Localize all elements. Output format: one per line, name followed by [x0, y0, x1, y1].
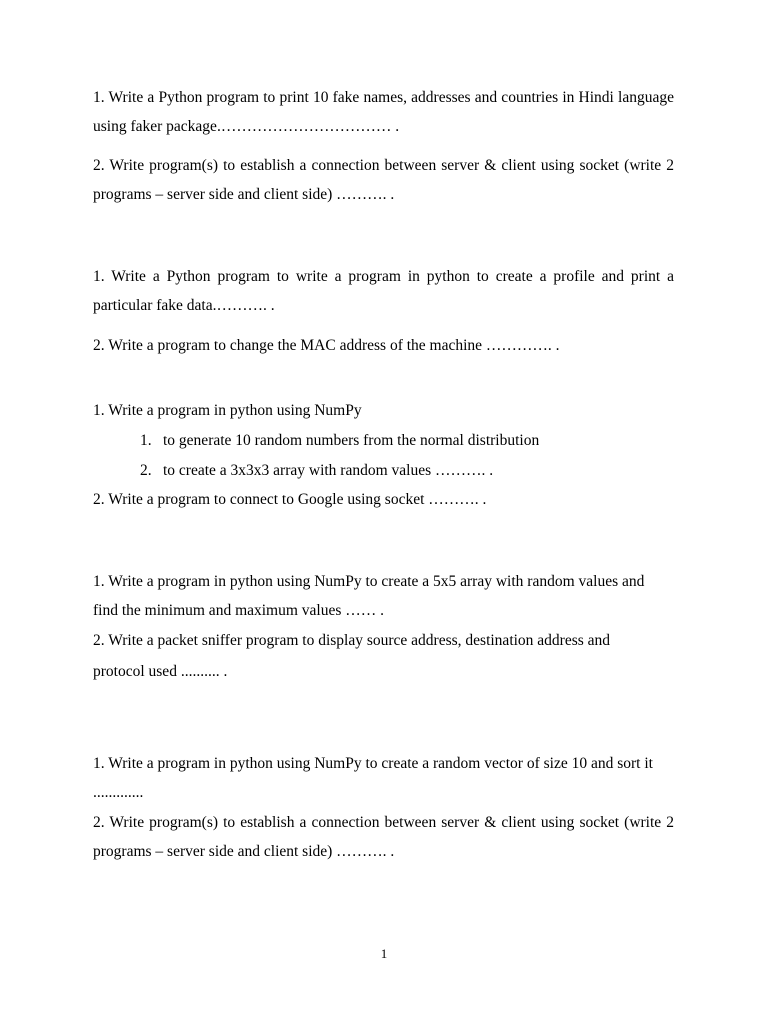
question-4-1: 1. Write a program in python using NumPy to create a 5x5 array with random values and find the minimum and maximum values …… . — [93, 573, 645, 619]
question-1-1: 1. Write a Python program to print 10 fake names, addresses and countries in Hindi language using faker package.…………………………… . — [93, 89, 674, 135]
sub-item-3-2 — [140, 456, 680, 485]
question-5-2: 2. Write program(s) to establish a connection between server & client using socket (write 2 programs – server side and client side) ………. . — [93, 814, 674, 860]
sub-item-number: 1. — [140, 432, 152, 449]
question-4-2: 2. Write a packet sniffer program to display source address, destination address and protocol used .......... . — [93, 632, 611, 680]
sub-item-number: 2. — [140, 462, 152, 479]
page-number: 1 — [380, 946, 388, 961]
question-2-1: 1. Write a Python program to write a program in python to create a profile and print a particular fake data.………. . — [93, 268, 674, 314]
question-2-2: 2. Write a program to change the MAC address of the machine …………. . — [93, 337, 560, 354]
question-3-2: 2. Write a program to connect to Google using socket ………. . — [93, 491, 487, 508]
question-1-2: 2. Write program(s) to establish a connection between server & client using socket (write 2 programs – server side and client side) ………. . — [93, 157, 674, 203]
sub-item-text: to generate 10 random numbers from the normal distribution — [163, 432, 540, 449]
sub-item-3-1 — [140, 426, 680, 455]
question-3-1: 1. Write a program in python using NumPy — [93, 402, 362, 419]
question-5-1: 1. Write a program in python using NumPy to create a random vector of size 10 and sort it ............. — [93, 755, 653, 801]
sub-item-text: to create a 3x3x3 array with random values ………. . — [163, 462, 494, 479]
